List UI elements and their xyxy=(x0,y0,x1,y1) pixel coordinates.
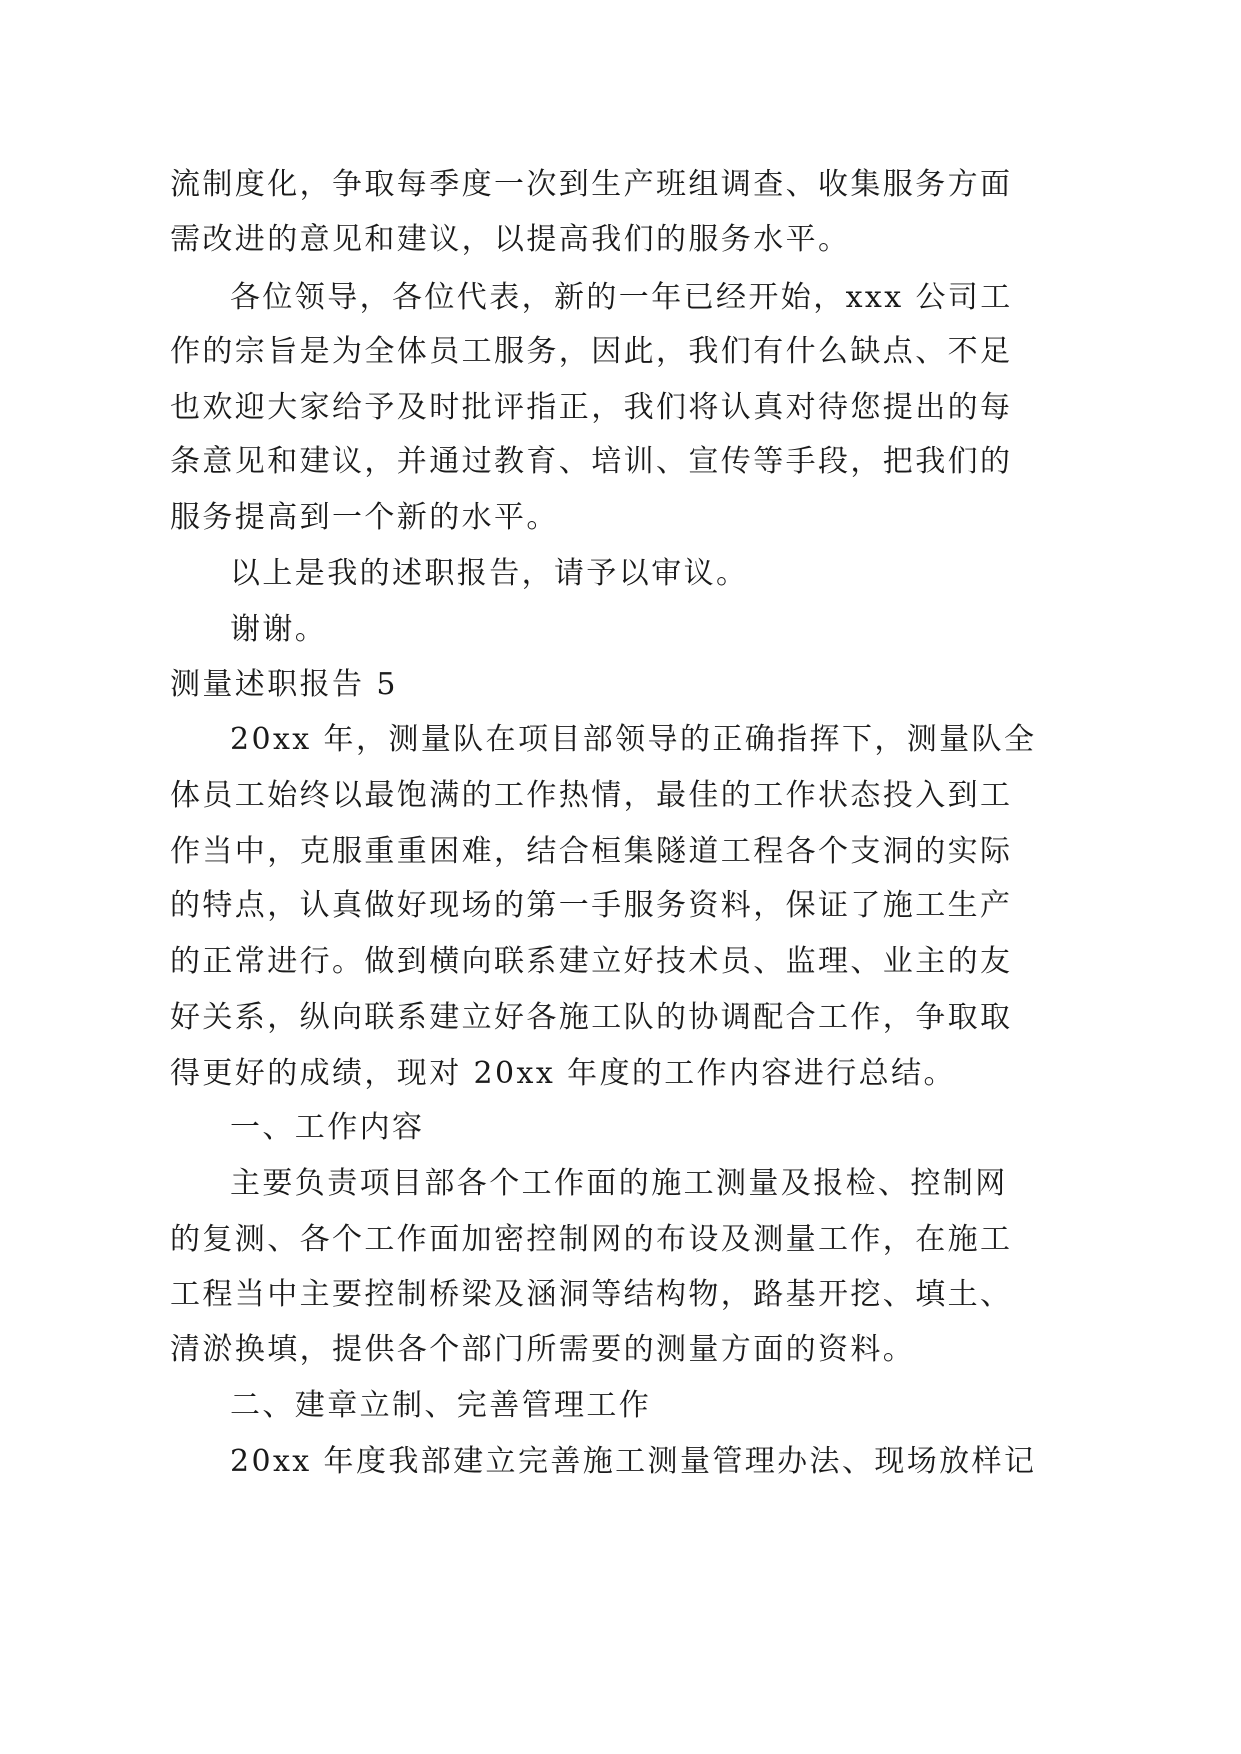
text-line: 工程当中主要控制桥梁及涵洞等结构物，路基开挖、填土、 xyxy=(170,1277,1013,1312)
text-line: 的特点，认真做好现场的第一手服务资料，保证了施工生产 xyxy=(170,888,1013,923)
text-line: 好关系，纵向联系建立好各施工队的协调配合工作，争取取 xyxy=(170,1000,1013,1035)
subheading: 二、建章立制、完善管理工作 xyxy=(230,1388,652,1423)
text-line: 主要负责项目部各个工作面的施工测量及报检、控制网 xyxy=(230,1166,1008,1201)
text-line: 流制度化，争取每季度一次到生产班组调查、收集服务方面 xyxy=(170,167,1013,202)
text-line: 体员工始终以最饱满的工作热情，最佳的工作状态投入到工 xyxy=(170,778,1013,813)
text-line: 谢谢。 xyxy=(230,612,328,647)
text-line: 的正常进行。做到横向联系建立好技术员、监理、业主的友 xyxy=(170,944,1013,979)
text-line: 清淤换填，提供各个部门所需要的测量方面的资料。 xyxy=(170,1332,916,1367)
text-line: 也欢迎大家给予及时批评指正，我们将认真对待您提出的每 xyxy=(170,390,1013,425)
text-line: 服务提高到一个新的水平。 xyxy=(170,500,559,535)
text-line: 得更好的成绩，现对 20xx 年度的工作内容进行总结。 xyxy=(170,1056,956,1091)
text-line: 各位领导，各位代表，新的一年已经开始，xxx 公司工 xyxy=(230,280,1013,315)
text-line: 20xx 年度我部建立完善施工测量管理办法、现场放样记 xyxy=(230,1444,1037,1479)
text-line: 的复测、各个工作面加密控制网的布设及测量工作，在施工 xyxy=(170,1222,1013,1257)
text-line: 作当中，克服重重困难，结合桓集隧道工程各个支洞的实际 xyxy=(170,834,1013,869)
section-heading: 测量述职报告 5 xyxy=(170,667,398,702)
subheading: 一、工作内容 xyxy=(230,1110,425,1145)
text-line: 以上是我的述职报告，请予以审议。 xyxy=(230,556,749,591)
text-line: 20xx 年，测量队在项目部领导的正确指挥下，测量队全 xyxy=(230,722,1037,757)
text-line: 需改进的意见和建议，以提高我们的服务水平。 xyxy=(170,222,851,257)
text-line: 作的宗旨是为全体员工服务，因此，我们有什么缺点、不足 xyxy=(170,334,1013,369)
text-line: 条意见和建议，并通过教育、培训、宣传等手段，把我们的 xyxy=(170,444,1013,479)
